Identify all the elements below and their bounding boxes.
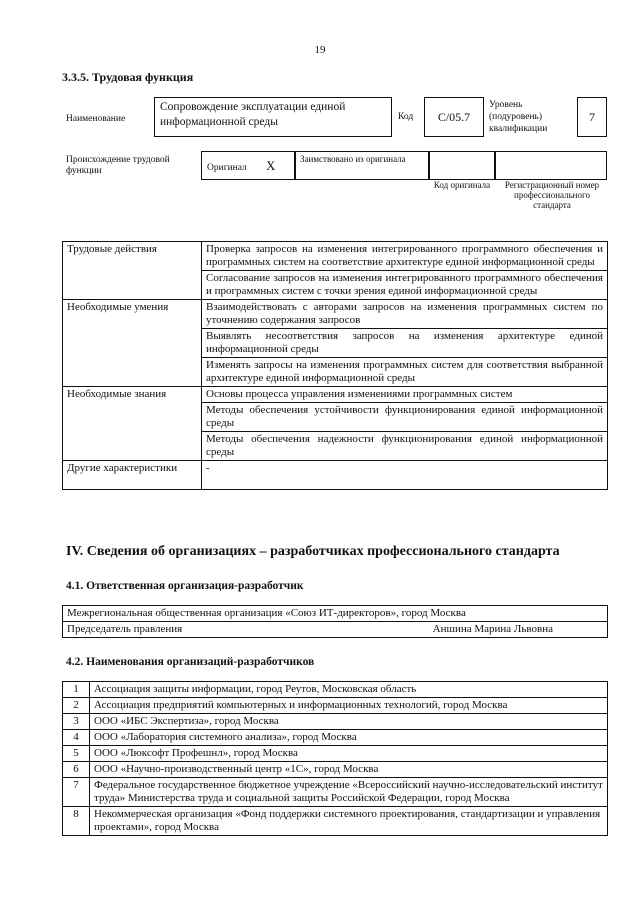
code-value: С/05.7 (424, 97, 484, 137)
item-cell: Методы обеспечения надежности функционирования единой информационной среды (202, 432, 608, 461)
code-original-box (429, 151, 495, 180)
origin-label: Происхождение трудовой функции (66, 155, 170, 176)
code-label: Код (398, 112, 414, 122)
item-cell: Взаимодействовать с авторами запросов на изменения программных систем по уточнению содержания запросов (202, 300, 608, 329)
org-name: Ассоциация предприятий компьютерных и информационных технологий, город Москва (90, 698, 608, 714)
table-row (63, 461, 608, 490)
table-row (63, 746, 608, 762)
org-name: Некоммерческая организация «Фонд поддержки системного проектирования, стандартизации и управления проектами», город Москва (90, 807, 608, 836)
org-number: 3 (63, 714, 90, 730)
original-mark: X (266, 158, 276, 173)
section4-title: IV. Сведения об организациях – разработчиках профессионального стандарта (66, 544, 560, 559)
item-cell: Основы процесса управления изменениями программных систем (202, 387, 608, 403)
category-cell: Необходимые знания (63, 387, 202, 461)
table-row (63, 778, 608, 807)
name-value: Сопровождение эксплуатации единой информационной среды (160, 101, 346, 128)
responsible-org: Межрегиональная общественная организация «Союз ИТ-директоров», город Москва (63, 606, 608, 622)
chair-label: Председатель правления (67, 623, 183, 635)
table-row (63, 242, 608, 271)
org-name: ООО «Лаборатория системного анализа», город Москва (90, 730, 608, 746)
page-number: 19 (314, 44, 326, 56)
item-cell: Изменять запросы на изменения программных систем для соответствия выбранной архитектуре единой информационной среды (202, 358, 608, 387)
borrowed-box (295, 151, 429, 180)
name-value-box (154, 97, 392, 137)
org-name: Федеральное государственное бюджетное учреждение «Всероссийский научно-исследовательский институт труда» Министерства труда и социальной защиты Российской Федерации, город Москва (90, 778, 608, 807)
sub2-title: 4.2. Наименования организаций-разработчиков (66, 656, 315, 668)
level-label: Уровень (подуровень) квалификации (489, 100, 548, 134)
category-cell: Необходимые умения (63, 300, 202, 387)
name-label: Наименование (66, 114, 126, 124)
borrowed-label: Заимствовано из оригинала (300, 154, 406, 164)
duties-table (62, 241, 608, 490)
table-row (63, 730, 608, 746)
org-name: ООО «Научно-производственный центр «1С», город Москва (90, 762, 608, 778)
org-name: Ассоциация защиты информации, город Реутов, Московская область (90, 682, 608, 698)
table-row (63, 622, 608, 638)
table-row (63, 300, 608, 329)
org-number: 6 (63, 762, 90, 778)
sub1-title: 4.1. Ответственная организация-разработчик (66, 580, 304, 592)
category-cell: Трудовые действия (63, 242, 202, 300)
org-name: ООО «ИБС Экспертиза», город Москва (90, 714, 608, 730)
table-row (63, 387, 608, 403)
original-label: Оригинал (207, 163, 247, 173)
table-row (63, 762, 608, 778)
org-name: ООО «Люксофт Профешнл», город Москва (90, 746, 608, 762)
responsible-org-table (62, 605, 608, 638)
org-number: 2 (63, 698, 90, 714)
org-number: 1 (63, 682, 90, 698)
orgs-table (62, 681, 608, 836)
table-row (63, 606, 608, 622)
table-row (63, 714, 608, 730)
table-row (63, 682, 608, 698)
chair-name: Аншина Марина Львовна (432, 623, 553, 635)
item-cell: - (202, 461, 608, 490)
level-value: 7 (577, 97, 607, 137)
item-cell: Выявлять несоответствия запросов на изменения архитектуре единой информационной среды (202, 329, 608, 358)
reg-number-label: Регистрационный номер профессионального стандарта (504, 180, 600, 210)
org-number: 4 (63, 730, 90, 746)
chair-row (63, 622, 608, 638)
item-cell: Проверка запросов на изменения интегрированного программного обеспечения и программных систем на соответствие архитектуре единой информационной среды (202, 242, 608, 271)
table-row (63, 807, 608, 836)
org-number: 8 (63, 807, 90, 836)
category-cell: Другие характеристики (63, 461, 202, 490)
section-title: 3.3.5. Трудовая функция (62, 70, 194, 84)
table-row (63, 698, 608, 714)
item-cell: Согласование запросов на изменения интегрированного программного обеспечения и программных систем с точки зрения единой информационной среды (202, 271, 608, 300)
code-original-label: Код оригинала (433, 180, 491, 190)
original-box (201, 151, 295, 180)
org-number: 5 (63, 746, 90, 762)
org-number: 7 (63, 778, 90, 807)
reg-number-box (495, 151, 607, 180)
item-cell: Методы обеспечения устойчивости функционирования единой информационной среды (202, 403, 608, 432)
